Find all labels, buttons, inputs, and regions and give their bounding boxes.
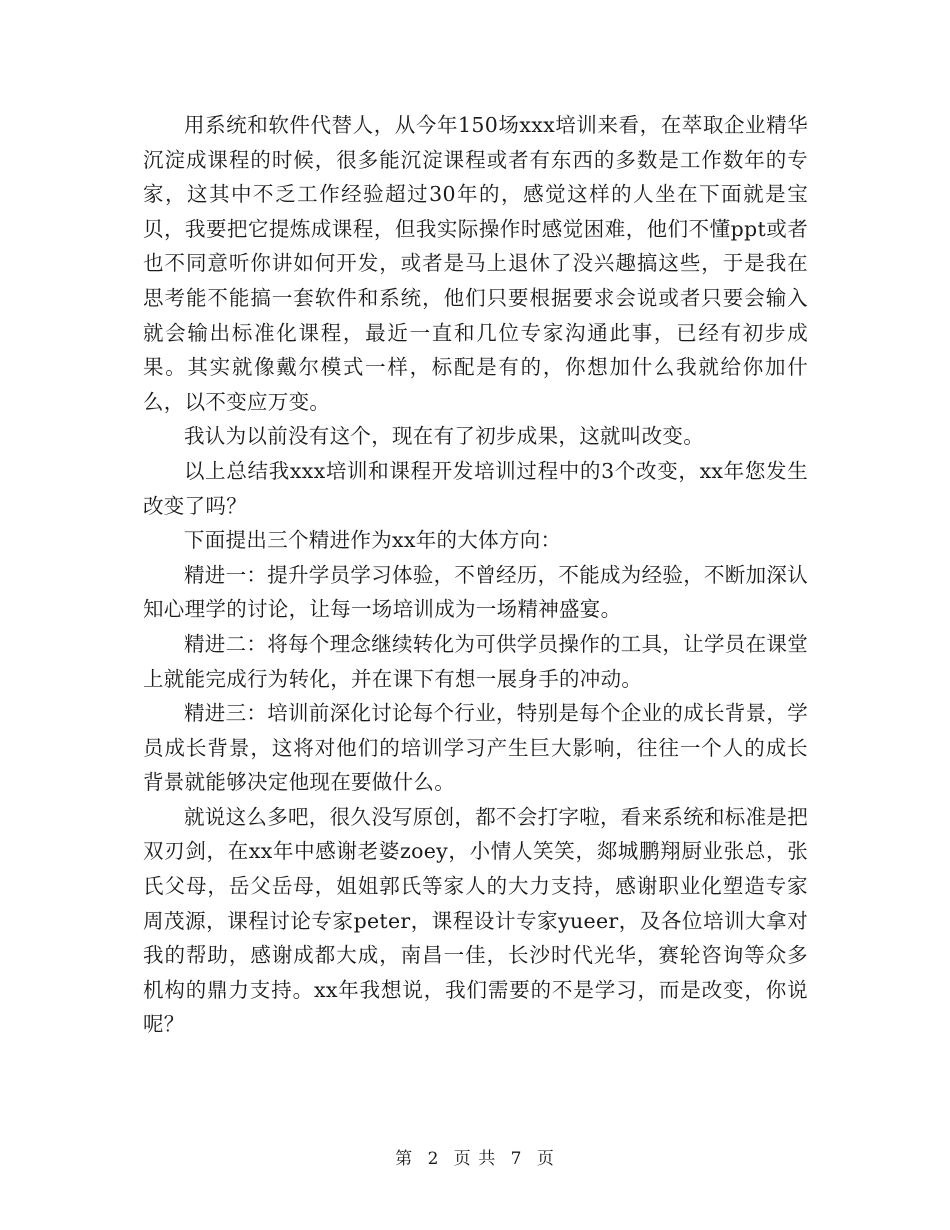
paragraph: 精进二：将每个理念继续转化为可供学员操作的工具，让学员在课堂上就能完成行为转化，并在课下有想一展身手的冲动。	[143, 631, 808, 691]
paragraph: 用系统和软件代替人，从今年150场xxx培训来看，在萃取企业精华沉淀成课程的时候，很多能沉淀课程或者有东西的多数是工作数年的专家，这其中不乏工作经验超过30年的，感觉这样的人坐在下面就是宝贝，我要把它提炼成课程，但我实际操作时感觉困难，他们不懂ppt或者也不同意听你讲如何开发，或者是马上退休了没兴趣搞这些，于是我在思考能不能搞一套软件和系统，他们只要根据要求会说或者只要会输入就会输出标准化课程，最近一直和几位专家沟通此事，已经有初步成果。其实就像戴尔模式一样，标配是有的，你想加什么我就给你加什么，以不变应万变。	[143, 113, 808, 414]
paragraph: 下面提出三个精进作为xx年的大体方向：	[184, 528, 562, 553]
document-body	[143, 108, 808, 1042]
footer-middle: 页 共	[453, 1149, 497, 1169]
total-pages-number: 7	[510, 1149, 523, 1169]
footer-suffix: 页	[536, 1149, 555, 1169]
current-page-number: 2	[427, 1149, 440, 1169]
footer-prefix: 第	[395, 1149, 414, 1169]
paragraph: 就说这么多吧，很久没写原创，都不会打字啦，看来系统和标准是把双刃剑，在xx年中感谢老婆zoey，小情人笑笑，郯城鹏翔厨业张总，张氏父母，岳父岳母，姐姐郭氏等家人的大力支持，感谢职业化塑造专家周茂源，课程讨论专家peter，课程设计专家yueer，及各位培训大拿对我的帮助，感谢成都大成，南昌一佳，长沙时代光华，赛轮咨询等众多机构的鼎力支持。xx年我想说，我们需要的不是学习，而是改变，你说呢？	[143, 804, 808, 1037]
paragraph: 以上总结我xxx培训和课程开发培训过程中的3个改变，xx年您发生改变了吗？	[143, 458, 808, 518]
page-footer	[0, 1144, 950, 1169]
paragraph: 精进三：培训前深化讨论每个行业，特别是每个企业的成长背景，学员成长背景，这将对他们的培训学习产生巨大影响，往往一个人的成长背景就能够决定他现在要做什么。	[143, 701, 808, 795]
paragraph: 我认为以前没有这个，现在有了初步成果，这就叫改变。	[184, 424, 704, 449]
paragraph: 精进一：提升学员学习体验，不曾经历，不能成为经验，不断加深认知心理学的讨论，让每一场培训成为一场精神盛宴。	[143, 562, 808, 622]
